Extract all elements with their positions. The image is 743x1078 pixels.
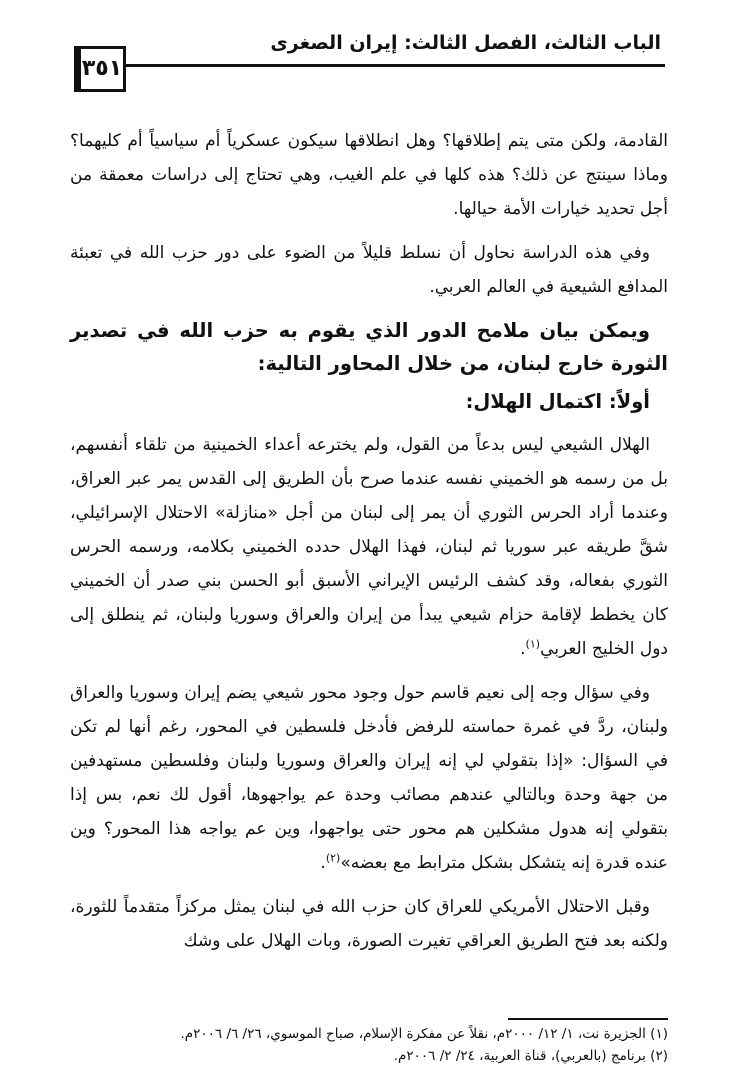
paragraph-naim-qassem bbox=[70, 676, 668, 880]
footnote-marker-2: (٢) bbox=[325, 851, 341, 865]
footnote-1: (١) الجزيرة نت، ١/ ١٢/ ٢٠٠٠م، نقلاً عن مفكرة الإسلام، صباح الموسوي، ٢٦/ ٦/ ٢٠٠٦م. bbox=[180, 1026, 668, 1042]
paragraph-intro: وفي هذه الدراسة نحاول أن نسلط قليلاً من الضوء على دور حزب الله في تعبئة المدافع الشيعية في العالم العربي. bbox=[70, 243, 668, 297]
paragraph-continuation: القادمة، ولكن متى يتم إطلاقها؟ وهل انطلاقها سيكون عسكرياً أم سياسياً أم كليهما؟ وماذا سينتج عن ذلك؟ هذه كلها في علم الغيب، وهي تحتاج إلى دراسات معمقة من أجل تحديد خيارات الأمة حيالها. bbox=[70, 131, 668, 219]
section-heading: ويمكن بيان ملامح الدور الذي يقوم به حزب الله في تصدير الثورة خارج لبنان، من خلال المحاور التالية: bbox=[70, 319, 668, 375]
paragraph-end: . bbox=[520, 639, 526, 659]
paragraph-text: الهلال الشيعي ليس بدعاً من القول، ولم يخترعه أعداء الخمينية من تلقاء أنفسهم، بل من رسمه هو الخميني نفسه عندما صرح بأن الطريق إلى القدس يمر عبر العراق، وعندما أراد الحرس الثوري أن يمر إلى لبنان من أجل «منازلة» الاحتلال الإسرائيلي، شقَّ طريقه عبر سوريا ثم لبنان، فهذا الهلال حدده الخميني بكلامه، ورسمه الحرس الثوري بفعاله، وقد كشف الرئيس الإيراني الأسبق أبو الحسن بني صدر أن الخميني كان يخطط لإقامة حزام شيعي يبدأ من إيران والعراق وسوريا ولبنان، ثم ينطلق إلى دول الخليج العربي bbox=[70, 435, 668, 659]
paragraph-text: وفي سؤال وجه إلى نعيم قاسم حول وجود محور شيعي يضم إيران وسوريا والعراق ولبنان، ردَّ في غمرة حماسته للرفض فأدخل فلسطين في المحور، رغم أنها لم تكن في السؤال: «إذا بتقولي لي إنه إيران والعراق وسوريا ولبنان وفلسطين مستهدفين من جهة وحدة وبالتالي عندهم مصائب وحدة عم يواجهوها، أقول لك نعم، بس إذا بتقولي إنه هدول مشكلين هم محور حتى يواجهوا، وين عم يواجه هذا المحور؟ وين عنده قدرة إنه يتشكل بشكل مترابط مع بعضه» bbox=[70, 683, 668, 873]
paragraph-iraq-occupation: وقبل الاحتلال الأمريكي للعراق كان حزب الله في لبنان يمثل مركزاً متقدماً للثورة، ولكنه بعد فتح الطريق العراقي تغيرت الصورة، وبات الهلال على وشك bbox=[70, 897, 668, 951]
footnotes bbox=[70, 1023, 668, 1067]
footnote-rule bbox=[508, 1018, 668, 1020]
footnote-2: (٢) برنامج (بالعربي)، قناة العربية، ٢٤/ ٢/ ٢٠٠٦م. bbox=[393, 1048, 668, 1064]
subsection-heading: أولاً: اكتمال الهلال: bbox=[465, 390, 650, 413]
paragraph-end: . bbox=[320, 853, 326, 873]
running-header: الباب الثالث، الفصل الثالث: إيران الصغرى bbox=[270, 32, 661, 54]
paragraph-crescent bbox=[70, 428, 668, 666]
footnote-marker-1: (١) bbox=[525, 637, 541, 651]
page-number: ٣٥١ bbox=[74, 46, 126, 92]
header-rule bbox=[126, 64, 665, 67]
main-text bbox=[70, 124, 668, 968]
